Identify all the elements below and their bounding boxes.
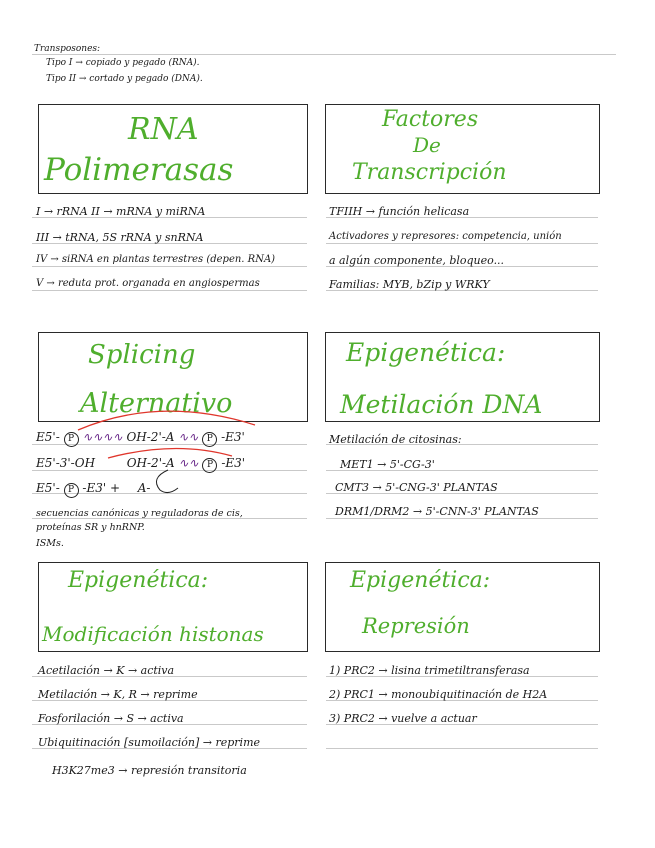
splicing-eq1-mid: OH-2'-A <box>126 430 175 444</box>
rna-pol-line-3: IV → siRNA en plantas terrestres (depen. RNA) <box>36 254 276 265</box>
metilacion-line-2: MET1 → 5'-CG-3' <box>340 458 435 471</box>
factores-title-1: Factores <box>382 107 479 132</box>
histonas-line-3: Fosforilación → S → activa <box>38 712 184 725</box>
histonas-line-1: Acetilación → K → activa <box>38 664 175 677</box>
wavy-intron: ∿∿ <box>178 456 199 470</box>
rna-pol-line-4: V → reduta prot. organada en angiospermas <box>36 278 260 289</box>
metilacion-line-1: Metilación de citosinas: <box>329 433 462 446</box>
splicing-eq-2 <box>36 456 245 473</box>
splicing-eq2-mid: OH-2'-A <box>126 456 175 470</box>
represion-line-2: 2) PRC1 → monoubiquitinación de H2A <box>329 688 548 701</box>
histonas-title-2: Modificación histonas <box>42 622 264 646</box>
splicing-eq2-right: -E3' <box>221 456 246 470</box>
histonas-line-5: H3K27me3 → represión transitoria <box>52 764 247 777</box>
phosphate-symbol: P <box>202 458 217 473</box>
wavy-intron: ∿∿ <box>178 430 199 444</box>
represion-line-1: 1) PRC2 → lisina trimetiltransferasa <box>329 664 530 677</box>
represion-line-3: 3) PRC2 → vuelve a actuar <box>329 712 477 725</box>
metilacion-title-1: Epigenética: <box>346 338 506 367</box>
factores-title-2: De <box>413 133 441 157</box>
splicing-title-1: Splicing <box>88 340 196 370</box>
metilacion-line-4: DRM1/DRM2 → 5'-CNN-3' PLANTAS <box>335 505 539 518</box>
metilacion-title-2: Metilación DNA <box>340 390 543 419</box>
splicing-eq2-left: E5'-3'-OH <box>36 456 96 470</box>
histonas-line-2: Metilación → K, R → reprime <box>38 688 198 701</box>
phosphate-symbol: P <box>64 483 79 498</box>
splicing-eq3-right: A- <box>137 481 151 495</box>
phosphate-symbol: P <box>202 432 217 447</box>
splicing-lariat <box>156 470 178 493</box>
rna-pol-line-1: I → rRNA II → mRNA y miRNA <box>36 205 206 218</box>
metilacion-line-3: CMT3 → 5'-CNG-3' PLANTAS <box>335 481 498 494</box>
rna-pol-line-2: III → tRNA, 5S rRNA y snRNA <box>36 231 204 244</box>
histonas-title-1: Epigenética: <box>68 568 209 593</box>
rna-pol-title-1: RNA <box>128 112 199 147</box>
factores-line-3: a algún componente, bloqueo... <box>329 254 505 267</box>
represion-title-2: Represión <box>362 614 470 638</box>
splicing-line-2: proteínas SR y hnRNP. <box>36 522 145 533</box>
header-line-1: Tipo I → copiado y pegado (RNA). <box>46 58 200 68</box>
histonas-line-4: Ubiquitinación [sumoilación] → reprime <box>38 736 261 749</box>
splicing-eq1-right: -E3' <box>221 430 245 444</box>
splicing-eq3-mid: -E3' + <box>82 481 121 495</box>
splicing-line-3: ISMs. <box>36 538 64 549</box>
factores-line-1: TFIIH → función helicasa <box>329 205 470 218</box>
factores-line-2: Activadores y represores: competencia, unión <box>329 231 562 242</box>
splicing-eq1-left: E5'- <box>36 430 60 444</box>
splicing-title-2: Alternativo <box>80 388 233 419</box>
phosphate-symbol: P <box>64 432 79 447</box>
splicing-eq-3 <box>36 481 150 498</box>
factores-title-3: Transcripción <box>352 160 507 185</box>
factores-line-4: Familias: MYB, bZip y WRKY <box>329 278 490 291</box>
header-title: Transposones: <box>34 44 101 54</box>
represion-title-1: Epigenética: <box>350 568 491 593</box>
header-line-2: Tipo II → cortado y pegado (DNA). <box>46 74 203 84</box>
splicing-eq3-left: E5'- <box>36 481 60 495</box>
rna-pol-title-2: Polimerasas <box>44 152 234 188</box>
splicing-eq-1 <box>36 430 245 447</box>
splicing-line-1: secuencias canónicas y reguladoras de cis, <box>36 508 243 519</box>
wavy-intron: ∿∿∿∿ <box>82 430 123 444</box>
